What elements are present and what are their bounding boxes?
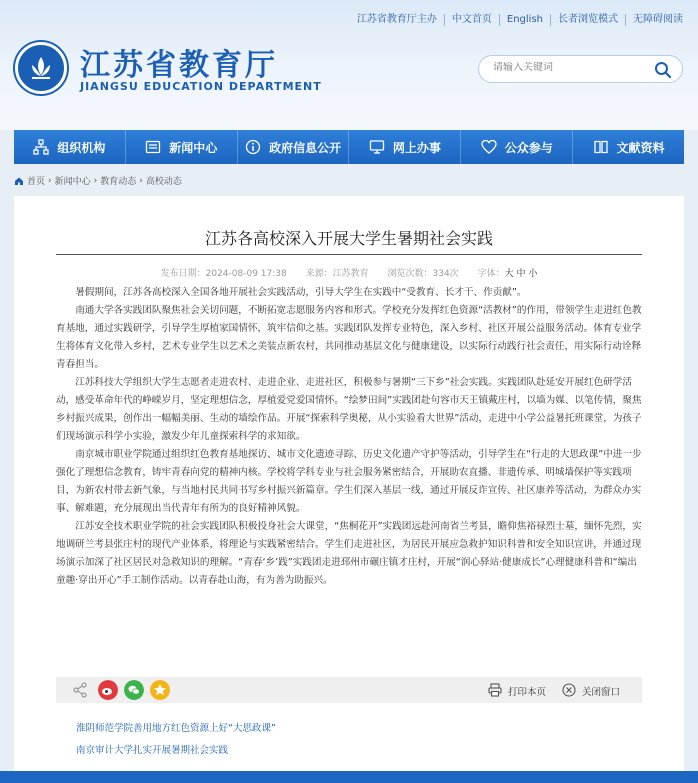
paragraph: 江苏科技大学组织大学生志愿者走进农村、走进企业、走进社区，积极参与暑期“三下乡”社会实践。实践团队赴延安开展红色研学活动，感受革命年代的峥嵘岁月，坚定理想信念，厚植爱党爱国情怀。“绘梦田间”实践团赴句容市天王镇戴庄村，以墙为媒、以笔传情，聚焦乡村振兴成果，创作出一幅幅美丽、生动的墙绘作品。开展“探索科学奥秘，从小实验看大世界”活动，走进中小学公益暑托班课堂，为孩子们现场演示科学小实验，激发少年儿童探索科学的求知欲。 bbox=[56, 377, 642, 442]
search-icon[interactable] bbox=[654, 61, 672, 83]
nav-documents[interactable] bbox=[573, 130, 684, 164]
article-title: 江苏各高校深入开展大学生暑期社会实践 bbox=[204, 229, 493, 248]
nav-organization[interactable] bbox=[14, 130, 126, 164]
nav-public-participation[interactable] bbox=[461, 130, 573, 164]
search-box bbox=[478, 55, 683, 83]
paragraph: 暑假期间，江苏各高校深入全国各地开展社会实践活动，引导大学生在实践中“受教育、长才干、作贡献”。 bbox=[75, 287, 527, 298]
link-elder-mode[interactable]: 长者浏览模式 bbox=[550, 14, 625, 26]
link-home-cn[interactable]: 中文首页 bbox=[444, 14, 499, 26]
font-size-medium[interactable]: 中 bbox=[516, 269, 526, 279]
site-header bbox=[0, 0, 698, 130]
article-source: 来源：江苏教育 bbox=[305, 269, 369, 279]
nav-news[interactable] bbox=[126, 130, 238, 164]
nav-label: 政府信息公开 bbox=[269, 140, 342, 155]
breadcrumb: 首页 › 新闻中心 › 教育动态 › 高校动态 bbox=[14, 174, 182, 187]
share-icon[interactable] bbox=[70, 680, 90, 700]
site-title-en: JIANGSU EDUCATION DEPARTMENT bbox=[80, 80, 322, 93]
crumb-university-news[interactable]: 高校动态 bbox=[145, 177, 182, 187]
link-english[interactable]: English bbox=[499, 14, 550, 26]
nav-label: 网上办事 bbox=[392, 140, 441, 155]
crumb-edu-news[interactable]: 教育动态 bbox=[100, 177, 137, 187]
main-nav bbox=[14, 130, 684, 164]
book-icon bbox=[593, 139, 609, 155]
crumb-home[interactable]: 首页 bbox=[27, 177, 46, 187]
link-sponsor: 江苏省教育厅主办 bbox=[356, 14, 437, 25]
nav-label: 文献资料 bbox=[616, 140, 665, 155]
close-icon[interactable] bbox=[562, 683, 576, 697]
footer-bar bbox=[0, 771, 698, 783]
title-divider bbox=[56, 254, 642, 255]
article-container bbox=[14, 196, 684, 783]
print-button[interactable]: 打印本页 bbox=[508, 687, 547, 698]
logo-emblem-icon[interactable] bbox=[15, 42, 67, 94]
news-icon bbox=[145, 139, 161, 155]
font-size-small[interactable]: 小 bbox=[528, 269, 538, 279]
paragraph: 南京城市职业学院通过组织红色教育基地探访、城市文化遗迹寻踪、历史文化遗产守护等活动，引导学生在“行走的大思政课”中进一步强化了理想信念教育，铸牢青春向党的精神内核。学校将学科专业与社会服务紧密结合，开展助农直播、非遗传承、明城墙保护等实践项目，为新农村带去新气象，与当地村民共同书写乡村振兴新篇章。学生们深入基层一线，通过开展反诈宣传、社区康养等活动，为群众办实事、解难题，充分展现出当代青年有所为的良好精神风貌。 bbox=[56, 449, 642, 514]
site-title[interactable]: 江苏省教育厅 bbox=[80, 48, 278, 83]
publish-date: 发布日期：2024-08-09 17:38 bbox=[160, 269, 287, 279]
heart-icon bbox=[481, 139, 497, 155]
font-size-large[interactable]: 大 bbox=[504, 269, 514, 279]
article-meta bbox=[14, 266, 684, 279]
print-icon[interactable] bbox=[488, 683, 502, 697]
close-window-button[interactable]: 关闭窗口 bbox=[582, 687, 621, 698]
nav-online-service[interactable] bbox=[349, 130, 461, 164]
monitor-icon bbox=[369, 139, 385, 155]
wechat-icon[interactable] bbox=[124, 680, 144, 700]
nav-label: 公众参与 bbox=[504, 140, 553, 155]
paragraph: 南通大学各实践团队聚焦社会关切问题，不断拓宽志愿服务内容和形式。学校充分发挥红色资源“活教材”的作用，带领学生走进红色教育基地，通过实践研学，引导学生厚植家国情怀，筑牢信仰之基。实践团队发挥专业特色，深入乡村、社区开展公益服务活动。体育专业学生将体育文化带入乡村，艺术专业学生以艺术之美装点新农村，共同推动基层文化与健康建设，以实际行动践行社会责任，用实际行动诠释青春担当。 bbox=[56, 305, 642, 370]
view-count: 浏览次数：334次 bbox=[387, 269, 459, 279]
related-link[interactable]: 南京审计大学扎实开展暑期社会实践 bbox=[76, 745, 229, 756]
search-input[interactable] bbox=[493, 62, 653, 73]
top-links bbox=[350, 14, 690, 26]
qzone-icon[interactable] bbox=[150, 680, 170, 700]
org-chart-icon bbox=[33, 139, 49, 155]
nav-gov-info[interactable] bbox=[238, 130, 350, 164]
nav-label: 组织机构 bbox=[57, 140, 106, 155]
crumb-news[interactable]: 新闻中心 bbox=[54, 177, 91, 187]
link-accessibility[interactable]: 无障碍阅读 bbox=[625, 14, 690, 26]
nav-label: 新闻中心 bbox=[169, 140, 218, 155]
related-link[interactable]: 淮阴师范学院善用地方红色资源上好“大思政课” bbox=[76, 723, 276, 734]
paragraph: 江苏安全技术职业学院的社会实践团队积极投身社会大课堂，“焦桐花开”实践团远赴河南省兰考县，瞻仰焦裕禄烈士墓，缅怀先烈，实地调研兰考县张庄村的现代产业体系，将理论与实践紧密结合。学生们走进社区，为居民开展应急救护知识科普和安全知识宣讲，并通过现场演示加深了社区居民对急救知识的理解。“青春‘乡’践”实践团走进邳州市碾庄镇才庄村，开展“润心驿站·健康成长”心理健康科普和“编出童趣·穿出开心”手工制作活动。以青春赴山海，有为善为助振兴。 bbox=[56, 521, 642, 586]
home-icon bbox=[14, 176, 24, 186]
font-size-control: 字体：大 中 小 bbox=[477, 269, 538, 279]
info-icon bbox=[245, 139, 261, 155]
article-body bbox=[56, 284, 642, 590]
weibo-icon[interactable] bbox=[98, 680, 118, 700]
share-bar bbox=[56, 677, 642, 703]
